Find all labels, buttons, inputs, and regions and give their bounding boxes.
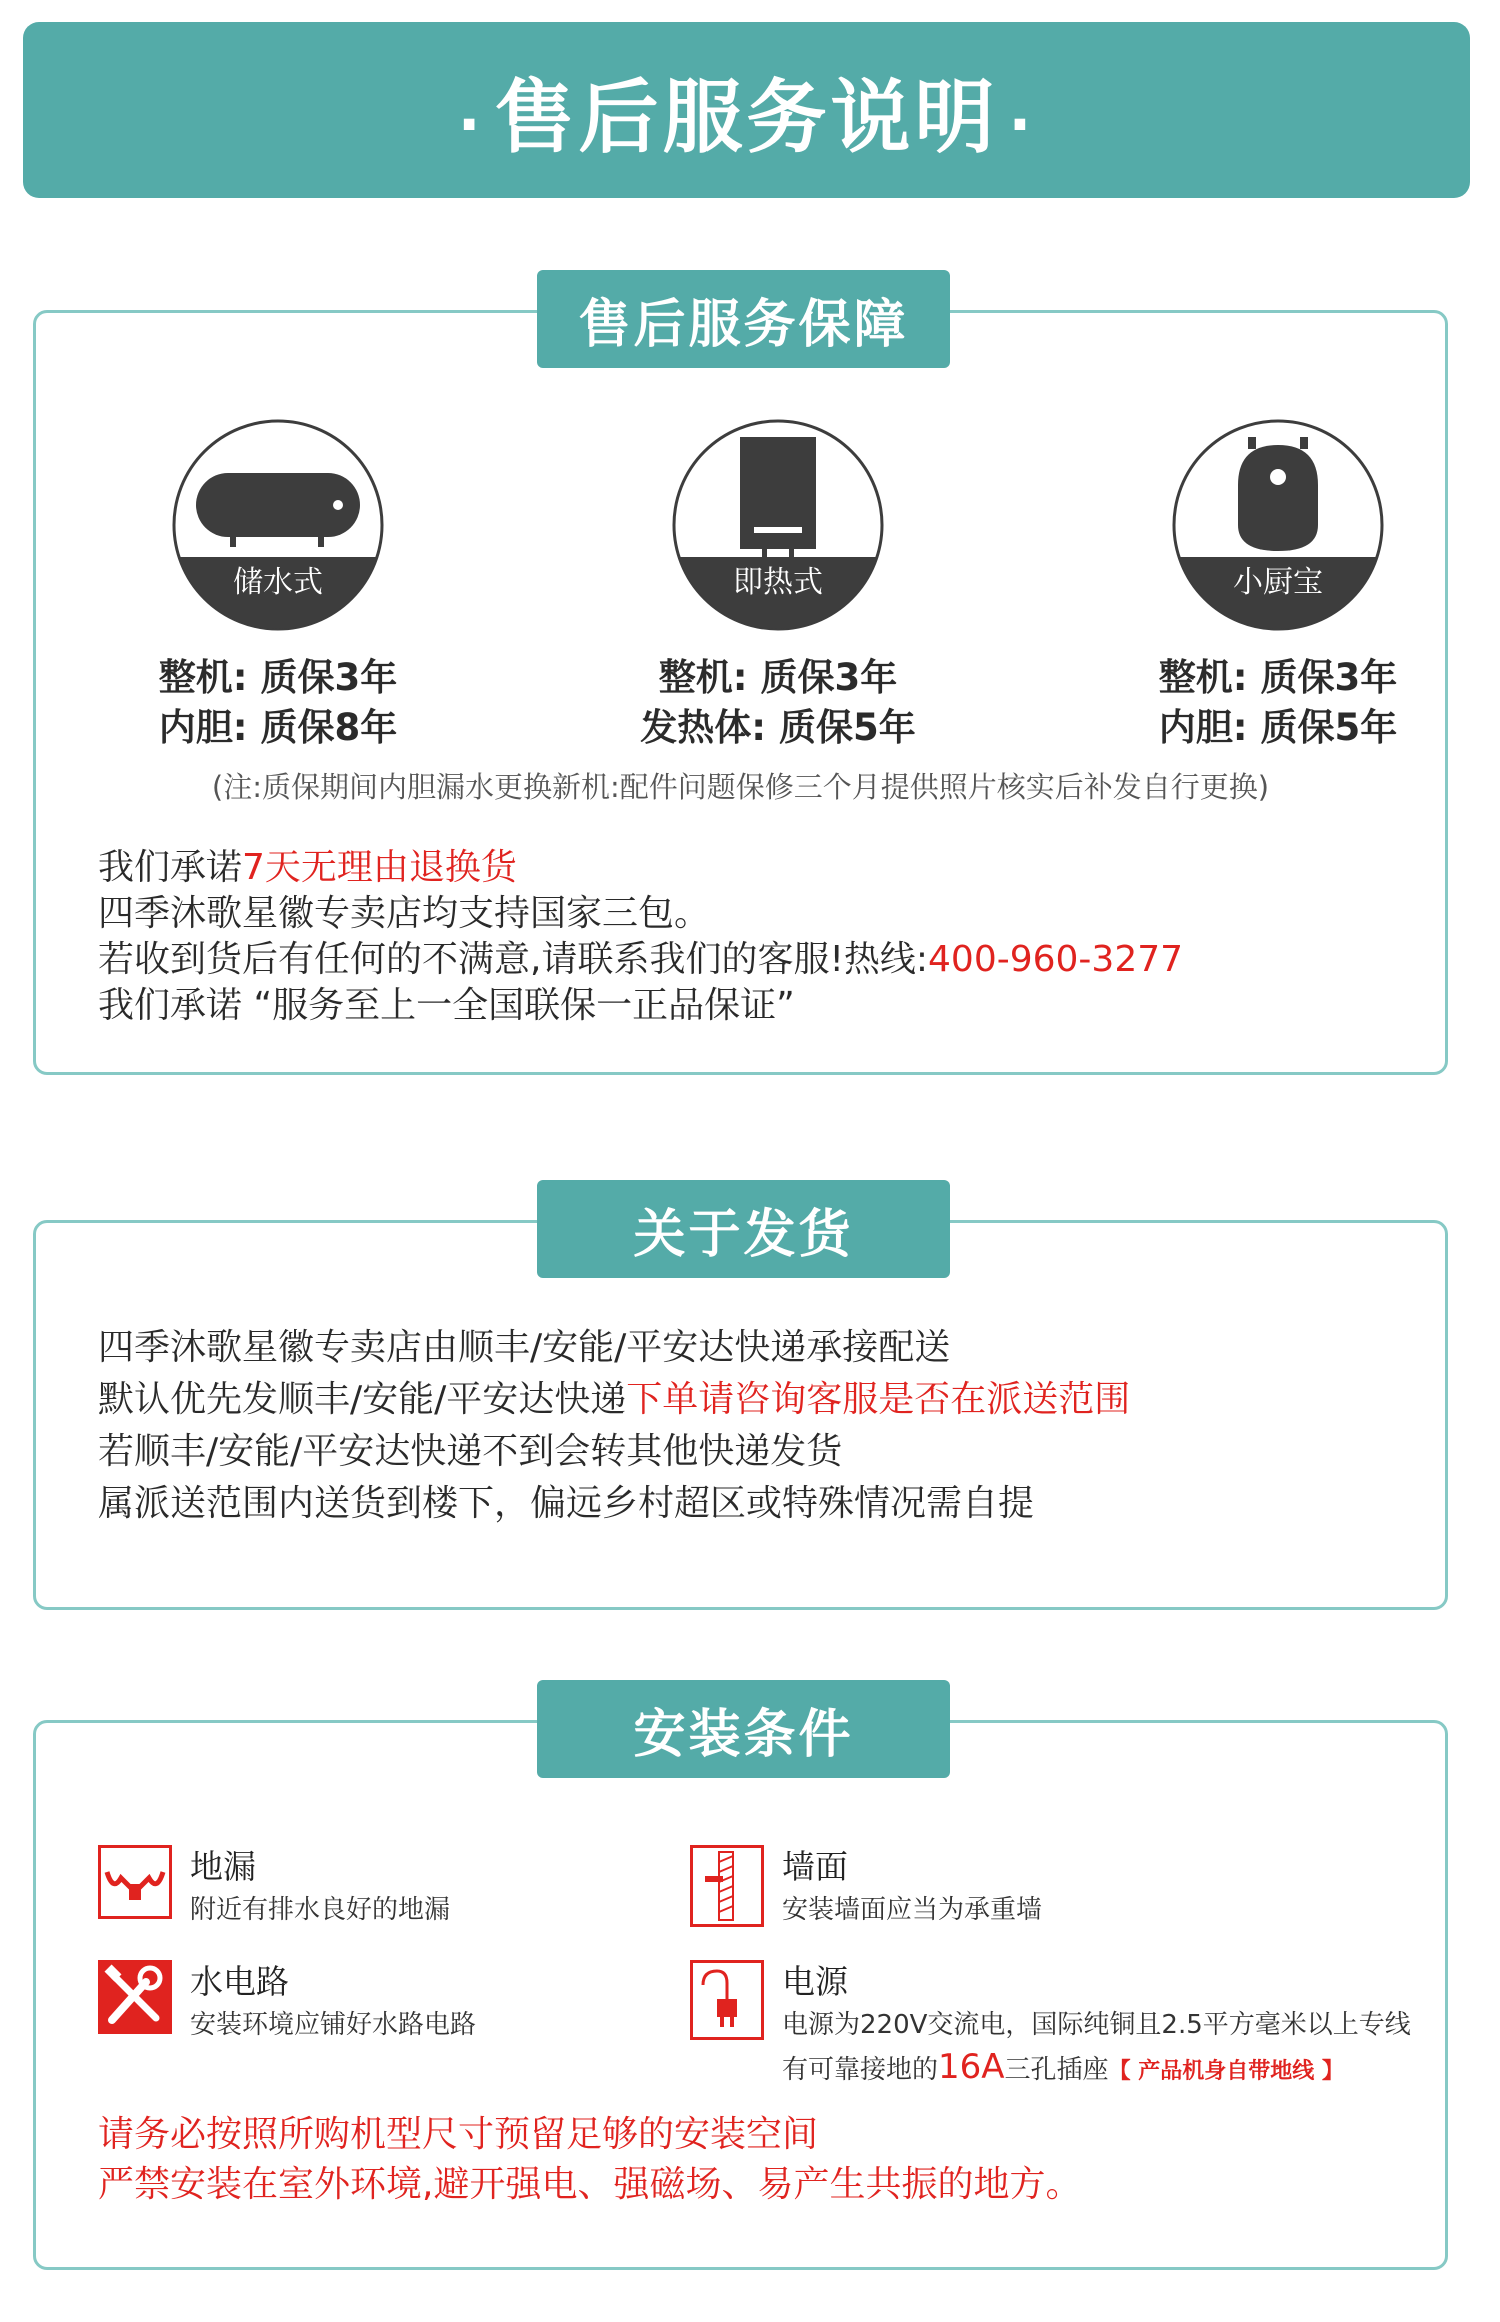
product-storage (98, 415, 458, 753)
install-ribbon: 安装条件 (537, 1680, 950, 1778)
product-label: 即热式 (733, 565, 823, 600)
page-title: · 售后服务说明 · (457, 70, 1036, 164)
storage-heater-icon (168, 415, 388, 635)
product-label: 小厨宝 (1233, 565, 1323, 600)
kitchen-heater-icon (1168, 415, 1388, 635)
shipping-line: 属派送范围内送货到楼下，偏远乡村超区或特殊情况需自提 (98, 1483, 1035, 1524)
product-term: 整机: 质保3年 (1158, 656, 1398, 699)
hotline-number: 400-960-3277 (928, 939, 1184, 980)
product-term: 内胆: 质保5年 (1158, 706, 1398, 749)
install-warnings (98, 2110, 1081, 2210)
shipping-line: 四季沐歌星徽专卖店由顺丰/安能/平安达快递承接配送 (98, 1327, 951, 1368)
warning-line: 请务必按照所购机型尺寸预留足够的安装空间 (98, 2114, 819, 2155)
warranty-promises (98, 845, 1183, 1029)
product-term: 整机: 质保3年 (158, 656, 398, 699)
product-label: 储水式 (233, 565, 323, 600)
promise-line: 我们承诺7天无理由退换货 (98, 847, 517, 888)
product-instant (598, 415, 958, 753)
warning-line: 严禁安装在室外环境,避开强电、强磁场、易产生共振的地方。 (98, 2164, 1082, 2205)
product-term: 整机: 质保3年 (658, 656, 898, 699)
wall-icon (690, 1845, 764, 1927)
shipping-ribbon: 关于发货 (537, 1180, 950, 1278)
shipping-line: 默认优先发顺丰/安能/平安达快递下单请咨询客服是否在派送范围 (98, 1379, 1131, 1420)
tools-icon (98, 1960, 172, 2034)
header-banner (23, 22, 1470, 198)
power-desc-line: 有可靠接地的16A三孔插座【 产品机身自带地线 】 (782, 2047, 1344, 2087)
promise-line: 我们承诺 “服务至上一全国联保一正品保证” (98, 985, 795, 1026)
product-term: 内胆: 质保8年 (158, 706, 398, 749)
shipping-line: 若顺丰/安能/平安达快递不到会转其他快递发货 (98, 1431, 843, 1472)
promise-line: 四季沐歌星徽专卖店均支持国家三包。 (98, 893, 711, 934)
warranty-content (33, 310, 1448, 1075)
promise-line: 若收到货后有任何的不满意,请联系我们的客服!热线:400-960-3277 (98, 939, 1184, 980)
power-desc-line: 电源为220V交流电，国际纯铜且2.5平方毫米以上专线 (782, 2010, 1411, 2040)
power-plug-icon (690, 1960, 764, 2040)
product-term: 发热体: 质保5年 (640, 706, 916, 749)
floor-drain-icon (98, 1845, 172, 1919)
instant-heater-icon (668, 415, 888, 635)
warranty-note: (注:质保期间内胆漏水更换新机:配件问题保修三个月提供照片核实后补发自行更换) (211, 770, 1270, 804)
product-kitchen (1098, 415, 1458, 753)
shipping-lines (98, 1322, 1130, 1530)
warranty-ribbon: 售后服务保障 (537, 270, 950, 368)
